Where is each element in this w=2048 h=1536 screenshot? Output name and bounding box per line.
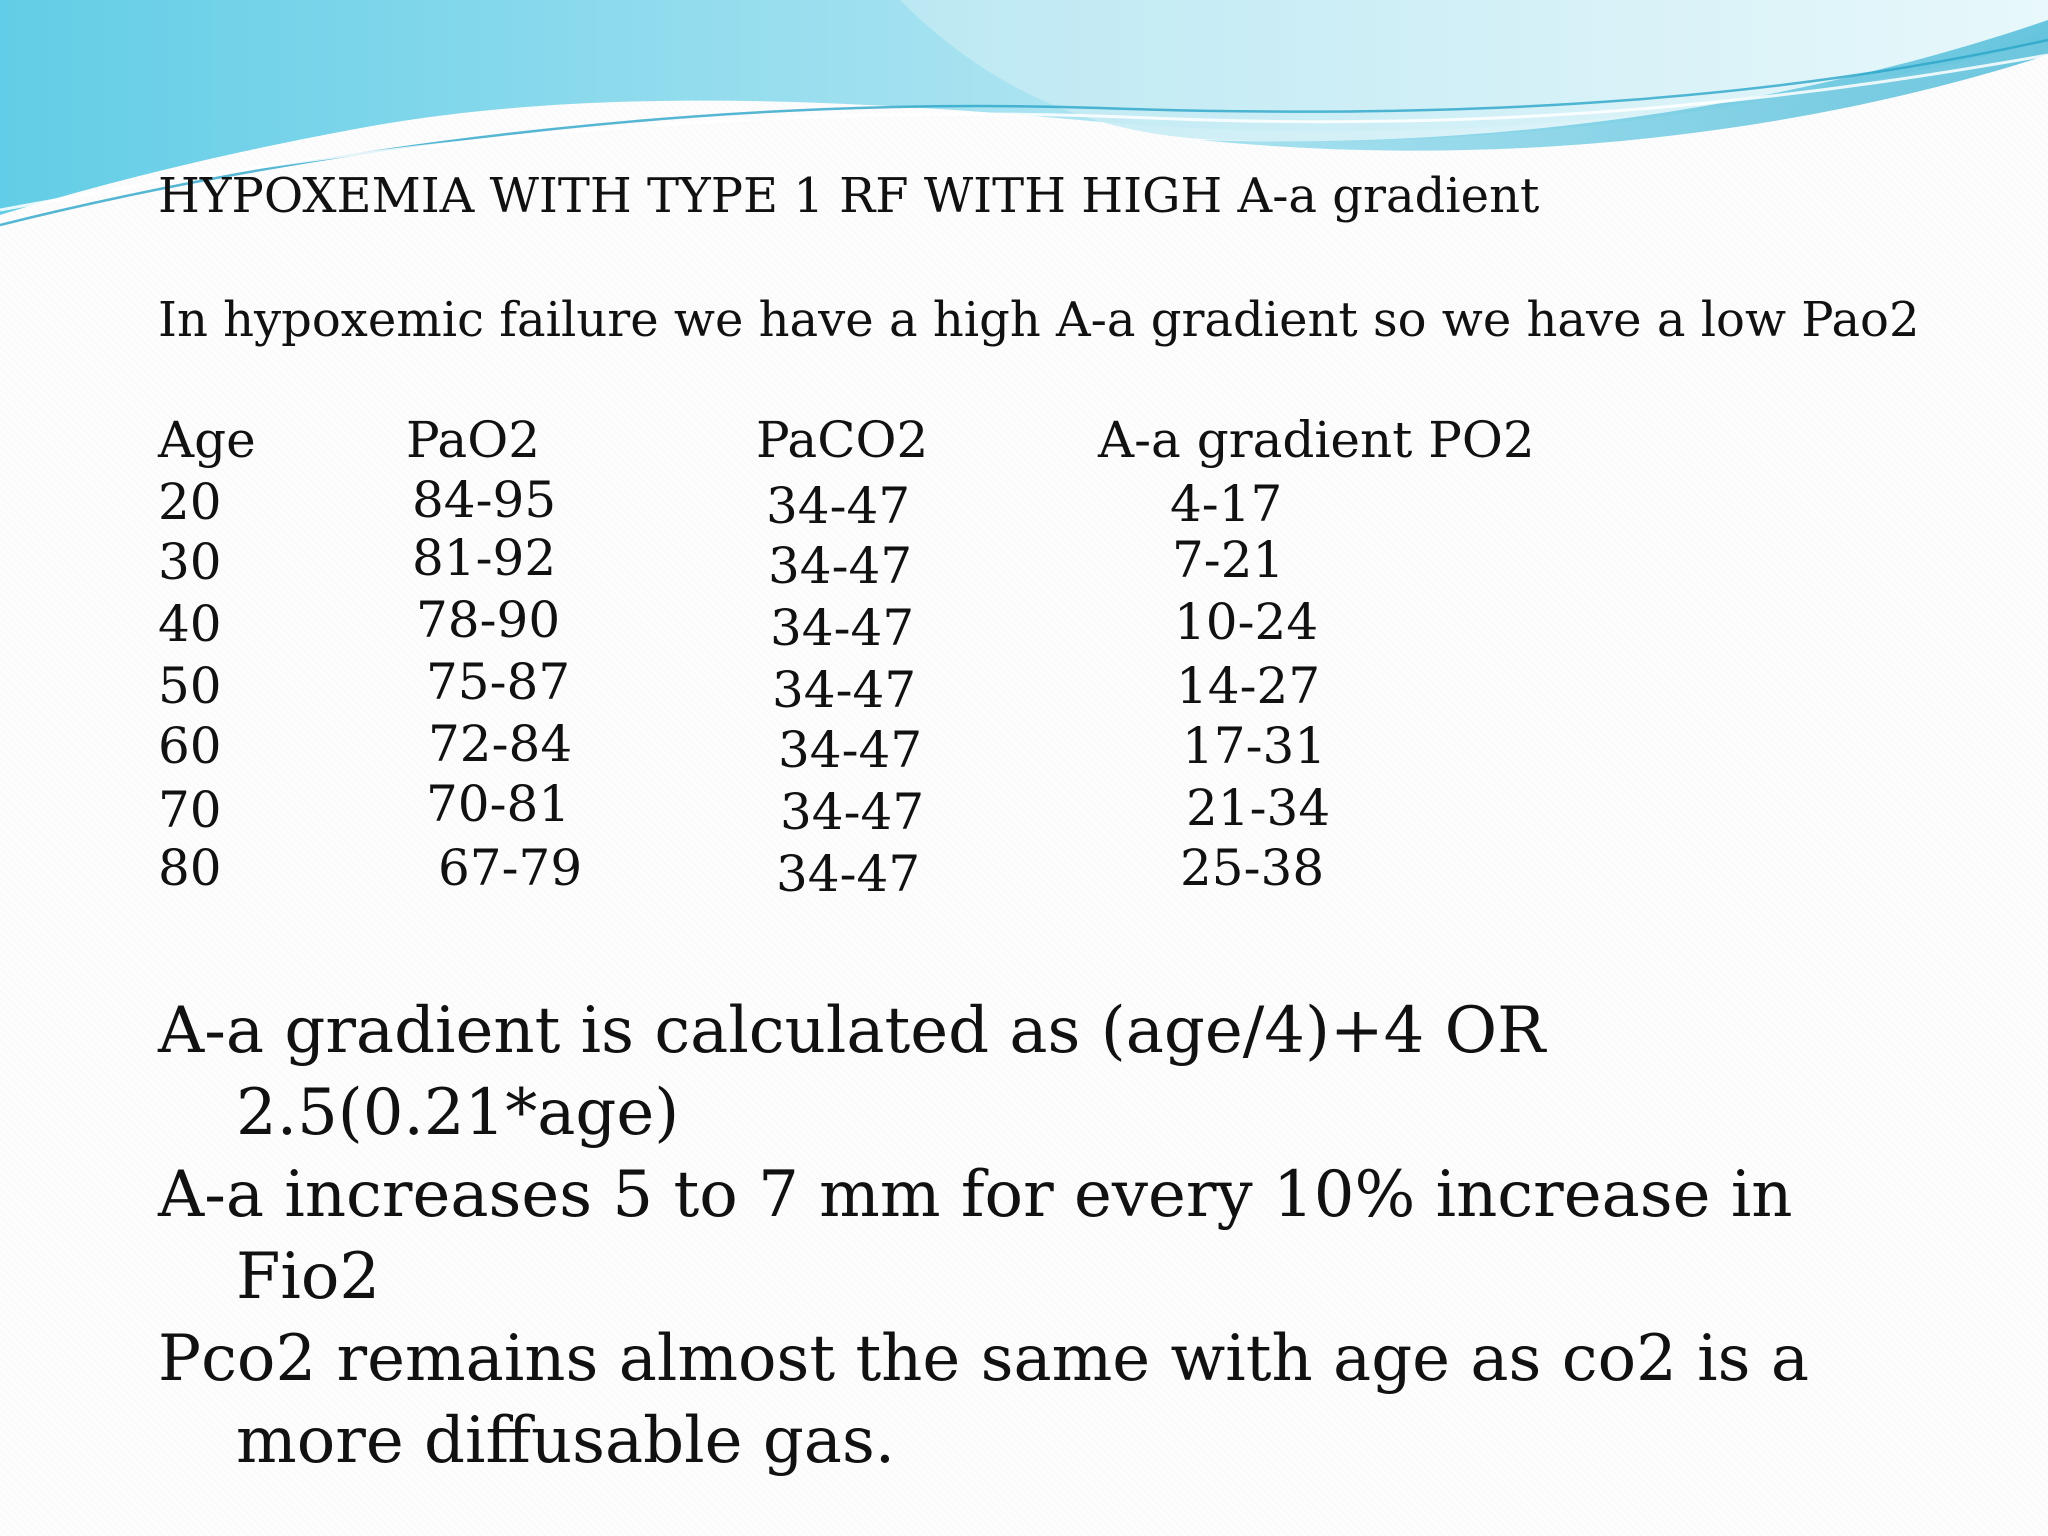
note-aa-fio2: A-a increases 5 to 7 mm for every 10% increase in Fio2 <box>158 1158 1793 1314</box>
table-cell-paco2: 34-47 <box>768 537 913 595</box>
table-cell-age: 30 <box>158 533 222 591</box>
column-header-pao2: PaO2 <box>406 411 541 469</box>
table-cell-age: 40 <box>158 595 222 653</box>
table-cell-age: 60 <box>158 717 222 775</box>
table-cell-pao2: 75-87 <box>426 653 571 711</box>
table-cell-pao2: 72-84 <box>428 715 573 773</box>
table-cell-age: 20 <box>158 473 222 531</box>
note-pco2-age: Pco2 remains almost the same with age as co2 is a more diffusable gas. <box>158 1322 1809 1478</box>
slide-heading: HYPOXEMIA WITH TYPE 1 RF WITH HIGH A-a gradient <box>158 168 1540 224</box>
note-aa-formula: A-a gradient is calculated as (age/4)+4 OR 2.5(0.21*age) <box>158 994 1546 1150</box>
table-cell-aa-gradient: 25-38 <box>1180 839 1325 897</box>
table-cell-age: 70 <box>158 781 222 839</box>
table-cell-paco2: 34-47 <box>778 721 923 779</box>
table-cell-pao2: 81-92 <box>412 529 557 587</box>
column-header-age: Age <box>158 411 256 469</box>
table-cell-aa-gradient: 21-34 <box>1186 779 1331 837</box>
table-cell-aa-gradient: 4-17 <box>1170 475 1283 533</box>
intro-text: In hypoxemic failure we have a high A-a gradient so we have a low Pao2 <box>158 292 1920 348</box>
normal-values-table <box>158 410 1558 910</box>
table-cell-pao2: 70-81 <box>426 775 571 833</box>
table-cell-age: 50 <box>158 657 222 715</box>
table-cell-paco2: 34-47 <box>780 783 925 841</box>
table-cell-paco2: 34-47 <box>766 477 911 535</box>
table-cell-aa-gradient: 7-21 <box>1172 531 1285 589</box>
table-cell-aa-gradient: 10-24 <box>1174 593 1319 651</box>
table-cell-aa-gradient: 17-31 <box>1182 717 1327 775</box>
column-header-aa-gradient: A-a gradient PO2 <box>1098 411 1535 469</box>
table-cell-paco2: 34-47 <box>776 845 921 903</box>
table-cell-paco2: 34-47 <box>770 599 915 657</box>
table-cell-paco2: 34-47 <box>772 661 917 719</box>
notes-list <box>158 990 1918 1482</box>
table-cell-pao2: 78-90 <box>416 591 561 649</box>
column-header-paco2: PaCO2 <box>756 411 929 469</box>
table-cell-aa-gradient: 14-27 <box>1176 657 1321 715</box>
table-cell-pao2: 84-95 <box>412 471 557 529</box>
table-cell-pao2: 67-79 <box>438 839 583 897</box>
table-cell-age: 80 <box>158 839 222 897</box>
